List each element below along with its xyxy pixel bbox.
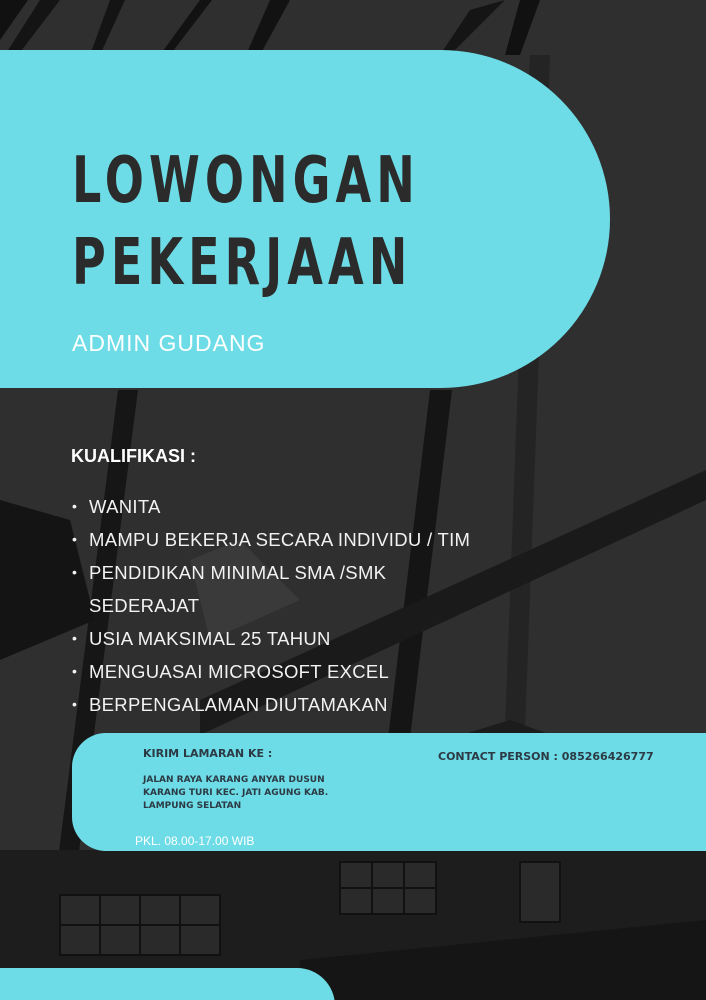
bullet-icon: • bbox=[72, 564, 78, 580]
qualifications-list bbox=[72, 490, 470, 721]
list-item: • WANITA bbox=[72, 490, 470, 523]
title-line-2: PEKERJAAN bbox=[72, 226, 413, 300]
title-line-1: LOWONGAN bbox=[72, 144, 420, 218]
office-hours: PKL. 08.00-17.00 WIB bbox=[135, 834, 255, 848]
bullet-icon: • bbox=[72, 498, 78, 514]
list-item: • PENDIDIKAN MINIMAL SMA /SMK SEDERAJAT bbox=[72, 556, 470, 622]
bullet-icon: • bbox=[72, 630, 78, 646]
address-line: KARANG TURI KEC. JATI AGUNG KAB. bbox=[143, 788, 329, 798]
address-line: LAMPUNG SELATAN bbox=[143, 801, 242, 811]
list-item: • MAMPU BEKERJA SECARA INDIVIDU / TIM bbox=[72, 523, 470, 556]
bullet-icon: • bbox=[72, 531, 78, 547]
list-item: • MENGUASAI MICROSOFT EXCEL bbox=[72, 655, 470, 688]
list-item-continuation: SEDERAJAT bbox=[89, 595, 200, 616]
contact-person: CONTACT PERSON : 085266426777 bbox=[438, 750, 654, 763]
bullet-icon: • bbox=[72, 696, 78, 712]
qualifications-heading: KUALIFIKASI : bbox=[71, 446, 196, 466]
page-title bbox=[72, 140, 420, 304]
job-position: ADMIN GUDANG bbox=[72, 330, 266, 356]
send-application-heading: KIRIM LAMARAN KE : bbox=[143, 747, 273, 760]
bottom-accent-shape bbox=[0, 968, 335, 1000]
list-item: • BERPENGALAMAN DIUTAMAKAN bbox=[72, 688, 470, 721]
address-line: JALAN RAYA KARANG ANYAR DUSUN bbox=[143, 775, 325, 785]
list-item: • USIA MAKSIMAL 25 TAHUN bbox=[72, 622, 470, 655]
bullet-icon: • bbox=[72, 663, 78, 679]
application-address bbox=[143, 774, 383, 813]
